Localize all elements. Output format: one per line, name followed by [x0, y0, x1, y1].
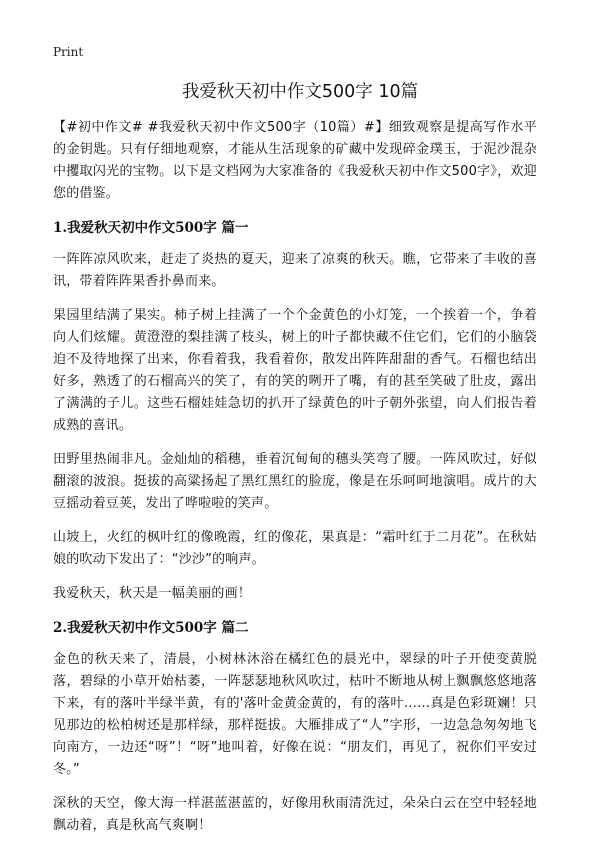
paragraph: 果园里结满了果实。柿子树上挂满了一个个金黄色的小灯笼，一个挨着一个，争着向人们炫耀。黄澄澄的梨挂满了枝头，树上的叶子都快藏不住它们，它们的小脑袋迫不及待地探了出来，你看着我，我看着你，散发出阵阵甜甜的香气。石榴也结出好多，熟透了的石榴高兴的笑了，有的笑的咧开了嘴，有的甚至笑破了肚皮，露出了满满的子儿。这些石榴娃娃急切的扒开了绿黄色的叶子朝外张望，向人们报告着成熟的喜讯。: [53, 308, 537, 433]
paragraph: 一阵阵凉风吹来，赶走了炎热的夏天，迎来了凉爽的秋天。瞧，它带来了丰收的喜讯，带着阵阵果香扑鼻而来。: [53, 252, 537, 289]
print-link[interactable]: Print: [53, 45, 84, 59]
paragraph: 深秋的天空，像大海一样湛蓝湛蓝的，好像用秋雨清洗过，朵朵白云在空中轻轻地飘动着，真是秋高气爽啊！: [53, 796, 537, 833]
paragraph: 田野里热闹非凡。金灿灿的稻穗，垂着沉甸甸的穗头笑弯了腰。一阵风吹过，好似翻滚的波浪。挺拔的高粱扬起了黑红黑红的脸庞，像是在乐呵呵地演唱。成片的大豆摇动着豆荚，发出了哗啦啦的笑声。: [53, 452, 537, 511]
section-heading-1: 1.我爱秋天初中作文500字 篇一: [53, 220, 249, 236]
article-body: [53, 117, 537, 849]
section-heading-2: 2.我爱秋天初中作文500字 篇二: [53, 620, 249, 636]
paragraph: 我爱秋天，秋天是一幅美丽的画！: [53, 586, 252, 601]
paragraph: 山坡上，火红的枫叶红的像晚霞，红的像花，果真是：“霜叶红于二月花”。在秋姑娘的吹动下发出了：“沙沙”的响声。: [53, 530, 537, 567]
paragraph: 金色的秋天来了，清晨，小树林沐浴在橘红色的晨光中，翠绿的叶子开使变黄脱落，碧绿的小草开始枯萎，一阵瑟瑟地秋风吹过，枯叶不断地从树上飘飘悠悠地落下来，有的落叶半绿半黄，有的'落叶金黄金黄的，有的落叶……真是色彩斑斓！只见那边的松柏树还是那样绿，那样挺拔。大雁排成了“人”字形，一边急急匆匆地飞向南方，一边还“呀”！“呀”地叫着，好像在说：“朋友们，再见了，祝你们平安过冬。”: [53, 652, 537, 777]
article-title: 我爱秋天初中作文500字 10篇: [181, 82, 419, 102]
intro-paragraph: 【#初中作文# #我爱秋天初中作文500字（10篇）#】细致观察是提高写作水平的金钥匙。只有仔细地观察，才能从生活现象的矿藏中发现碎金璞玉，于泥沙混杂中攫取闪光的宝物。以下是文档网为大家准备的《我爱秋天初中作文500字》，欢迎您的借鉴。: [53, 120, 537, 201]
